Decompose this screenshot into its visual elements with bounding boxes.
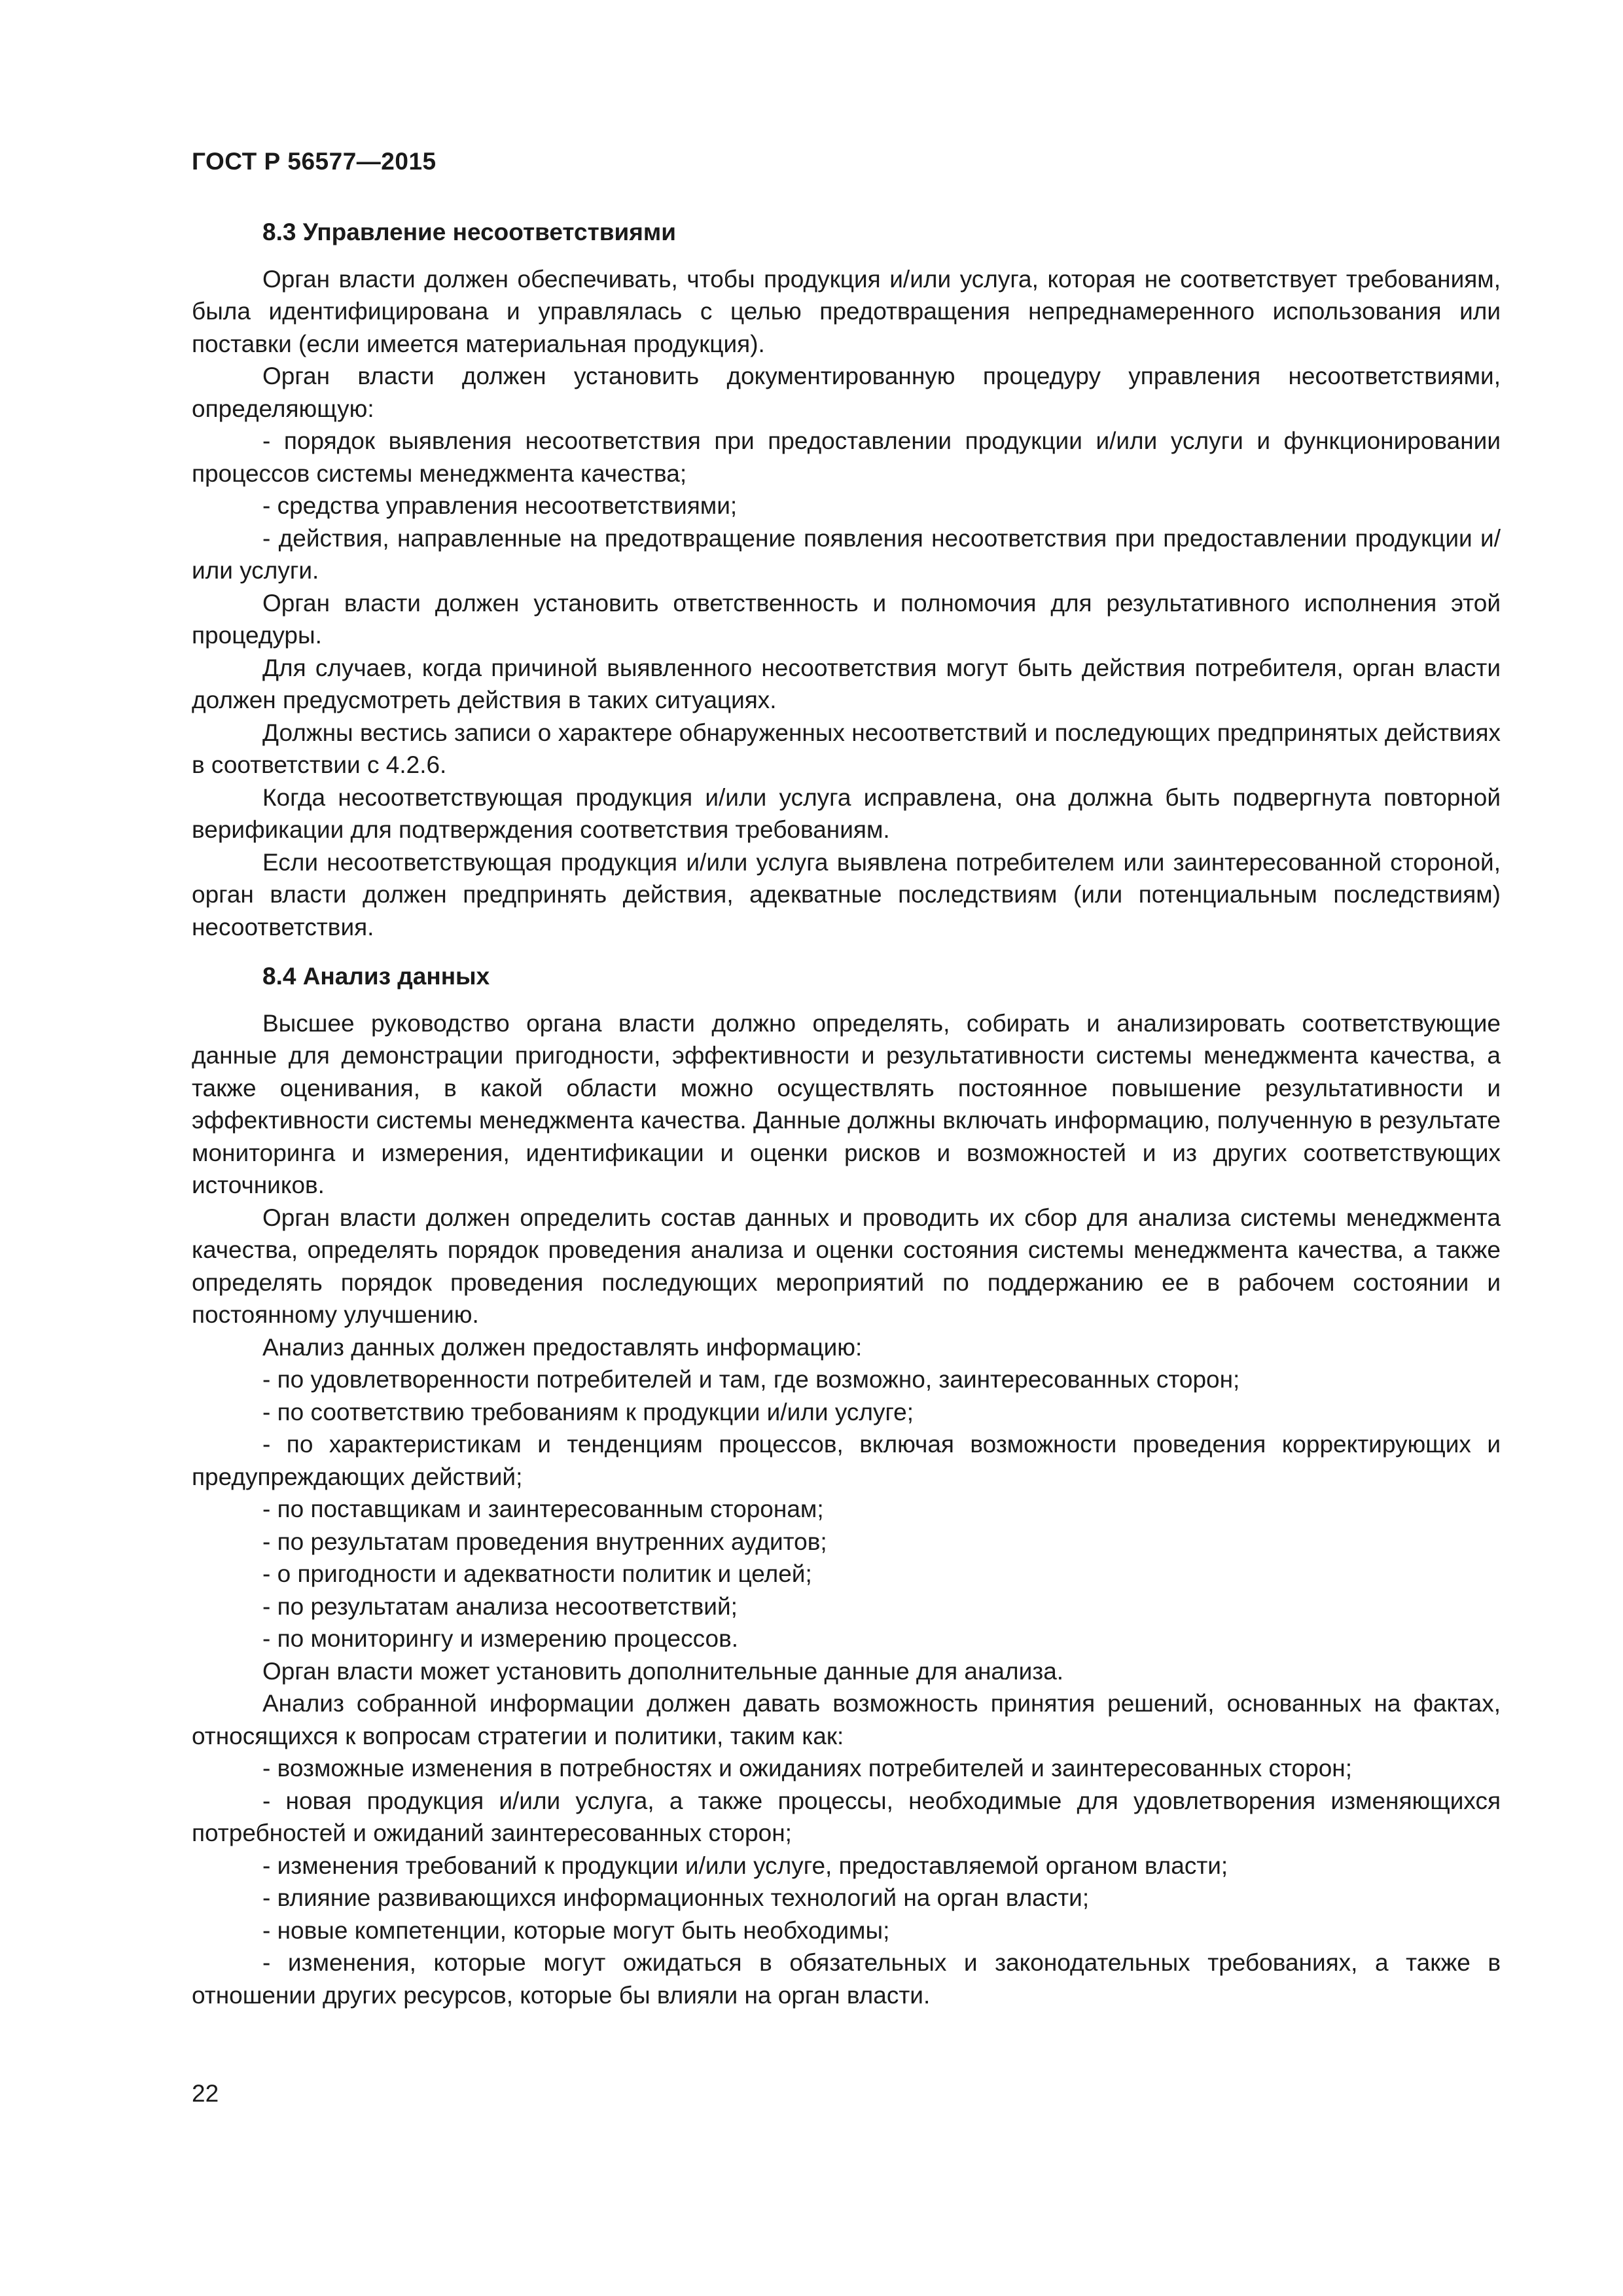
list-item: - по соответствию требованиям к продукции и/или услуге; [262,1398,914,1426]
paragraph: Орган власти может установить дополнительные данные для анализа. [262,1657,1064,1685]
list-item: - по характеристикам и тенденциям процессов, включая возможности проведения корректирующих и предупреждающих действий; [192,1431,1501,1490]
list-item: - по мониторингу и измерению процессов. [262,1625,739,1652]
list-item: - по удовлетворенности потребителей и там, где возможно, заинтересованных сторон; [262,1366,1240,1393]
list-item: - по результатам анализа несоответствий; [262,1592,738,1620]
document-body [192,216,1501,2011]
list-item: - о пригодности и адекватности политик и целей; [262,1560,812,1587]
paragraph: Орган власти должен установить документированную процедуру управления несоответствиями, определяющую: [192,363,1501,422]
list-item: - порядок выявления несоответствия при предоставлении продукции и/или услуги и функционировании процессов системы менеджмента качества; [192,427,1501,487]
list-item: - изменения требований к продукции и/или услуге, предоставляемой органом власти; [262,1852,1228,1879]
paragraph: Орган власти должен определить состав данных и проводить их сбор для анализа системы менеджмента качества, определять порядок проведения анализа и оценки состояния системы менеджмента качества, а также определять порядок проведения последующих мероприятий по поддержанию ее в рабочем состоянии и постоянному улучшению. [192,1204,1501,1328]
paragraph: Орган власти должен установить ответственность и полномочия для результативного исполнения этой процедуры. [192,589,1501,649]
list-item: - влияние развивающихся информационных технологий на орган власти; [262,1884,1090,1911]
list-item: - изменения, которые могут ожидаться в обязательных и законодательных требованиях, а также в отношении других ресурсов, которые бы влияли на орган власти. [192,1949,1501,2009]
section-heading: 8.3 Управление несоответствиями [262,219,676,245]
list-item: - действия, направленные на предотвращение появления несоответствия при предоставлении продукции и/или услуги. [192,524,1501,584]
list-item: - новая продукция и/или услуга, а также процессы, необходимые для удовлетворения изменяющихся потребностей и ожиданий заинтересованных сторон; [192,1787,1501,1846]
paragraph: Когда несоответствующая продукция и/или услуга исправлена, она должна быть подвергнута повторной верификации для подтверждения соответствия требованиям. [192,783,1501,843]
section-heading: 8.4 Анализ данных [262,963,490,990]
paragraph: Анализ данных должен предоставлять информацию: [262,1333,863,1361]
list-item: - по результатам проведения внутренних аудитов; [262,1528,827,1555]
paragraph: Должны вестись записи о характере обнаруженных несоответствий и последующих предпринятых действиях в соответствии с 4.2.6. [192,719,1501,778]
page-number: 22 [192,2080,219,2107]
standard-designation: ГОСТ Р 56577—2015 [192,148,437,175]
list-item: - средства управления несоответствиями; [262,492,738,519]
paragraph: Анализ собранной информации должен давать возможность принятия решений, основанных на фактах, относящихся к вопросам стратегии и политики, таким как: [192,1690,1501,1749]
list-item: - новые компетенции, которые могут быть необходимы; [262,1916,890,1944]
paragraph: Если несоответствующая продукция и/или услуга выявлена потребителем или заинтересованной стороной, орган власти должен предпринять действия, адекватные последствиям (или потенциальным последствиям) несоответствия. [192,848,1501,941]
paragraph: Орган власти должен обеспечивать, чтобы продукция и/или услуга, которая не соответствует требованиям, была идентифицирована и управлялась с целью предотвращения непреднамеренного использования или поставки (если имеется материальная продукция). [192,265,1501,357]
list-item: - по поставщикам и заинтересованным сторонам; [262,1496,824,1522]
paragraph: Для случаев, когда причиной выявленного несоответствия могут быть действия потребителя, орган власти должен предусмотреть действия в таких ситуациях. [192,654,1501,713]
paragraph: Высшее руководство органа власти должно определять, собирать и анализировать соответствующие данные для демонстрации пригодности, эффективности и результативности системы менеджмента качества, а также оценивания, в какой области можно осуществлять постоянное повышение результативности и эффективности системы менеджмента качества. Данные должны включать информацию, полученную в результате мониторинга и измерения, идентификации и оценки рисков и возможностей и из других соответствующих источников. [192,1009,1501,1198]
list-item: - возможные изменения в потребностях и ожиданиях потребителей и заинтересованных сторон; [262,1755,1352,1782]
